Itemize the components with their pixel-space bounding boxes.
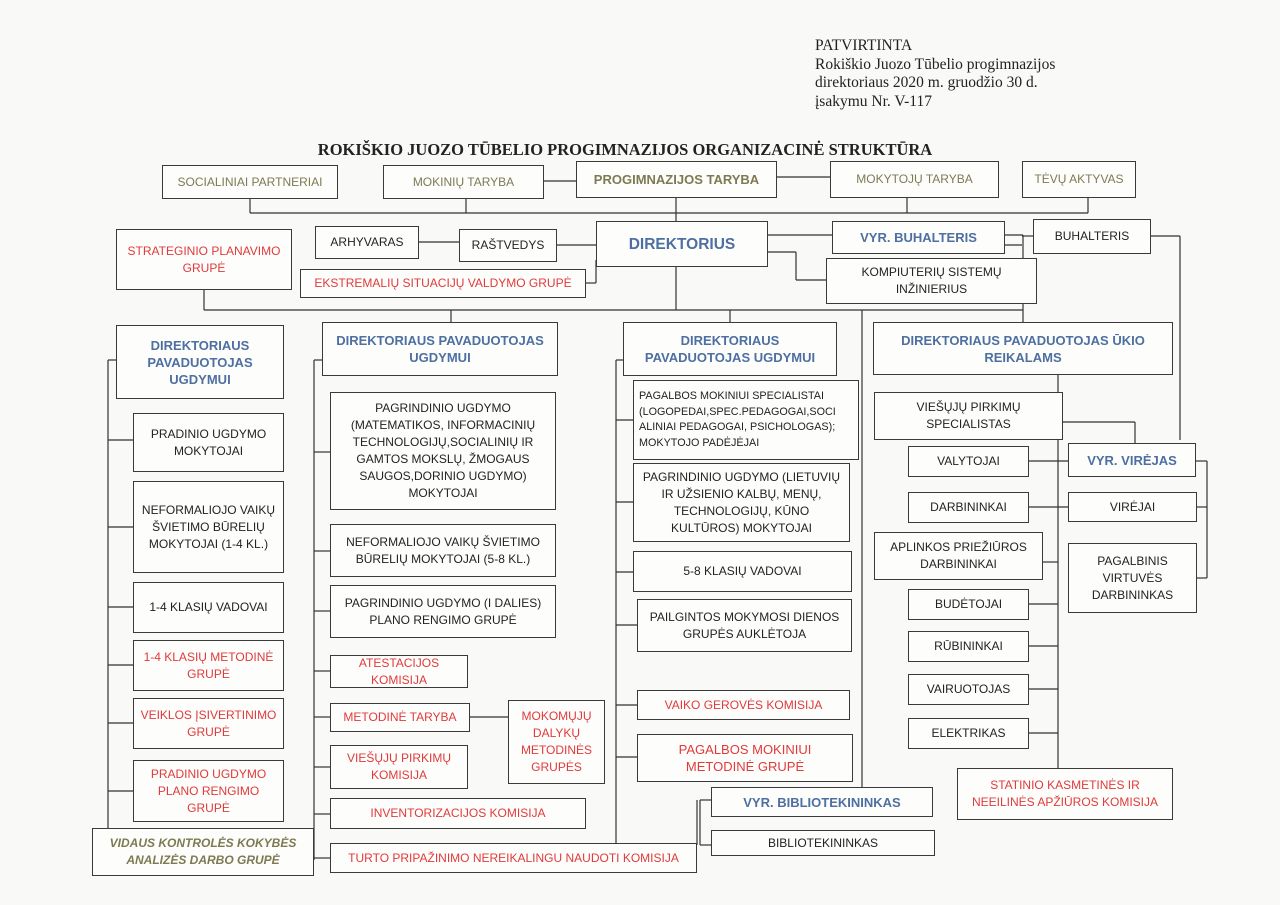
col4-item xyxy=(908,446,1029,477)
box-teachers-council xyxy=(830,161,999,198)
col1-item xyxy=(133,481,284,573)
col2-item xyxy=(330,655,468,688)
col4-item xyxy=(908,631,1029,662)
box-label: PROGIMNAZIJOS TARYBA xyxy=(593,172,760,187)
box-label: DARBININKAI xyxy=(930,500,1007,514)
box-director xyxy=(596,221,768,267)
box-school-council xyxy=(576,161,777,198)
col1-item xyxy=(92,828,314,876)
box-strategic-group xyxy=(116,229,292,290)
approval-line: Rokiškio Juozo Tūbelio progimnazijos xyxy=(815,55,1056,73)
col4-item xyxy=(957,768,1173,820)
col4-item xyxy=(908,492,1029,523)
col1-item xyxy=(133,640,284,691)
box-label: APLINKOS PRIEŽIŪROS DARBININKAI xyxy=(890,540,1027,571)
box-label: NEFORMALIOJO VAIKŲ ŠVIETIMO BŪRELIŲ MOKYTOJAI (5-8 KL.) xyxy=(346,534,540,566)
col2-head xyxy=(322,322,558,376)
approval-line: PATVIRTINTA xyxy=(815,37,913,54)
col1-head xyxy=(116,325,284,399)
col3-item xyxy=(633,551,852,592)
col3-item xyxy=(633,463,850,542)
box-it-engineer xyxy=(826,258,1037,304)
col4-item xyxy=(908,718,1029,749)
box-label: PAGRINDINIO UGDYMO (MATEMATIKOS, INFORMACINIŲ TECHNOLOGIJŲ,SOCIALINIŲ IR GAMTOS MOKSLŲ, ŽMOGAUS SAUGOS,DORINIO UGDYMO) MOKYTOJAI xyxy=(350,401,536,500)
box-label: VAIKO GEROVĖS KOMISIJA xyxy=(664,697,823,712)
box-label: MOKINIŲ TARYBA xyxy=(412,174,515,189)
box-label: METODINĖ TARYBA xyxy=(343,710,457,724)
col4-item xyxy=(908,674,1029,705)
col1-item xyxy=(133,698,284,749)
box-label: ELEKTRIKAS xyxy=(931,726,1006,740)
box-label: DIREKTORIAUS PAVADUOTOJAS UGDYMUI xyxy=(644,333,816,365)
col2-item xyxy=(330,798,586,829)
col3-item xyxy=(637,734,853,782)
box-label: PAGALBINIS VIRTUVĖS DARBININKAS xyxy=(1091,553,1174,602)
col4-item xyxy=(908,589,1029,620)
box-label: VEIKLOS ĮSIVERTINIMO GRUPĖ xyxy=(140,707,277,739)
col3-item xyxy=(637,690,850,720)
box-label: 1-4 KLASIŲ METODINĖ GRUPĖ xyxy=(143,649,274,681)
box-label: INVENTORIZACIJOS KOMISIJA xyxy=(370,806,546,820)
col1-item xyxy=(133,582,284,633)
box-label: VIEŠŲJŲ PIRKIMŲ SPECIALISTAS xyxy=(916,400,1021,431)
box-label: PAILGINTOS MOKYMOSI DIENOS GRUPĖS AUKLĖTOJA xyxy=(649,609,840,641)
box-chief-accountant xyxy=(832,221,1005,254)
box-label: PRADINIO UGDYMO MOKYTOJAI xyxy=(150,426,267,458)
box-label: DIREKTORIAUS PAVADUOTOJAS UGDYMUI xyxy=(147,337,253,387)
box-label: PAGALBOS MOKINIUI METODINĖ GRUPĖ xyxy=(678,742,812,774)
box-label: VYR. VIRĖJAS xyxy=(1087,452,1177,468)
col2-item xyxy=(330,524,556,577)
col2-item xyxy=(330,703,470,732)
box-accountant xyxy=(1033,219,1151,254)
box-label: SOCIALINIAI PARTNERIAI xyxy=(177,174,323,189)
approval-line: direktoriaus 2020 m. gruodžio 30 d. xyxy=(815,74,1038,91)
box-label: TURTO PRIPAŽINIMO NEREIKALINGU NAUDOTI KOMISIJA xyxy=(348,850,679,865)
col3-item xyxy=(637,599,852,652)
box-label: NEFORMALIOJO VAIKŲ ŠVIETIMO BŪRELIŲ MOKYTOJAI (1-4 KL.) xyxy=(141,502,276,551)
box-label: VIEŠŲJŲ PIRKIMŲ KOMISIJA xyxy=(346,751,451,782)
box-label: ARHYVARAS xyxy=(330,235,404,249)
col4-item xyxy=(874,532,1043,580)
box-label: 1-4 KLASIŲ VADOVAI xyxy=(149,600,268,614)
box-label: DIREKTORIUS xyxy=(628,235,736,253)
box-label: ATESTACIJOS KOMISIJA xyxy=(358,655,440,687)
kitchen-head xyxy=(1068,443,1196,477)
approval-note xyxy=(815,37,1115,111)
box-clerk xyxy=(459,229,557,262)
col2-item xyxy=(330,843,697,873)
box-label: MOKOMŲJŲ DALYKŲ METODINĖS GRUPĖS xyxy=(520,709,593,774)
box-emergency-group xyxy=(300,269,586,298)
col4-item xyxy=(874,392,1063,440)
box-label: VAIRUOTOJAS xyxy=(926,682,1011,696)
box-label: VIDAUS KONTROLĖS KOKYBĖS ANALIZĖS DARBO GRUPĖ xyxy=(109,836,297,867)
box-label: STRATEGINIO PLANAVIMO GRUPĖ xyxy=(127,243,281,275)
box-label: VALYTOJAI xyxy=(937,454,1000,468)
col1-item xyxy=(133,413,284,472)
box-parents xyxy=(1022,161,1136,198)
kitchen-item xyxy=(1068,492,1197,522)
box-label: VIRĖJAI xyxy=(1109,499,1156,514)
box-label: PAGRINDINIO UGDYMO (I DALIES) PLANO RENGIMO GRUPĖ xyxy=(344,595,542,627)
box-archivist xyxy=(315,226,419,259)
page-title: ROKIŠKIO JUOZO TŪBELIO PROGIMNAZIJOS ORGANIZACINĖ STRUKTŪRA xyxy=(317,140,933,159)
box-label: DIREKTORIAUS PAVADUOTOJAS UGDYMUI xyxy=(336,333,544,365)
kitchen-item xyxy=(1068,543,1197,613)
box-label: MOKYTOJŲ TARYBA xyxy=(856,172,973,186)
col1-item xyxy=(133,760,284,822)
col2-item xyxy=(330,585,556,638)
col2-item xyxy=(508,700,605,784)
box-label: RŪBININKAI xyxy=(934,639,1003,653)
box-label: BIBLIOTEKININKAS xyxy=(767,835,879,850)
box-label: KOMPIUTERIŲ SISTEMŲ INŽINIERIUS xyxy=(861,265,1002,296)
col3-item xyxy=(633,380,859,460)
col2-item xyxy=(330,392,556,510)
library-head xyxy=(711,787,933,817)
box-label: DIREKTORIAUS PAVADUOTOJAS ŪKIO REIKALAMS xyxy=(901,332,1145,365)
box-label: BUDĖTOJAI xyxy=(934,597,1003,611)
col4-head xyxy=(873,322,1173,375)
box-label: VYR. BUHALTERIS xyxy=(860,230,977,245)
col3-item xyxy=(711,830,935,856)
box-label: PAGRINDINIO UGDYMO (LIETUVIŲ IR UŽSIENIO KALBŲ, MENŲ, TECHNOLOGIJŲ, KŪNO KULTŪROS) MOKYTOJAI xyxy=(642,469,841,535)
box-label: STATINIO KASMETINĖS IR NEEILINĖS APŽIŪROS KOMISIJA xyxy=(971,778,1159,809)
box-label: TĖVŲ AKTYVAS xyxy=(1034,172,1124,186)
box-label: PRADINIO UGDYMO PLANO RENGIMO GRUPĖ xyxy=(150,766,267,815)
box-label: BUHALTERIS xyxy=(1054,229,1130,243)
box-label: VYR. BIBLIOTEKININKAS xyxy=(743,794,901,810)
box-label: 5-8 KLASIŲ VADOVAI xyxy=(683,564,802,578)
box-student-council xyxy=(383,165,544,199)
box-label: RAŠTVEDYS xyxy=(471,238,545,252)
box-social-partners xyxy=(162,165,338,199)
col3-head xyxy=(623,322,837,376)
col2-item xyxy=(330,745,468,789)
box-label: EKSTREMALIŲ SITUACIJŲ VALDYMO GRUPĖ xyxy=(314,276,572,290)
approval-line: įsakymu Nr. V-117 xyxy=(815,92,932,110)
box-label: PAGALBOS MOKINIUI SPECIALISTAI (LOGOPEDAI,SPEC.PEDAGOGAI,SOCI ALINIAI PEDAGOGAI, PSICHOLOGAS); MOKYTOJO PADĖJĖJAI xyxy=(639,390,836,449)
